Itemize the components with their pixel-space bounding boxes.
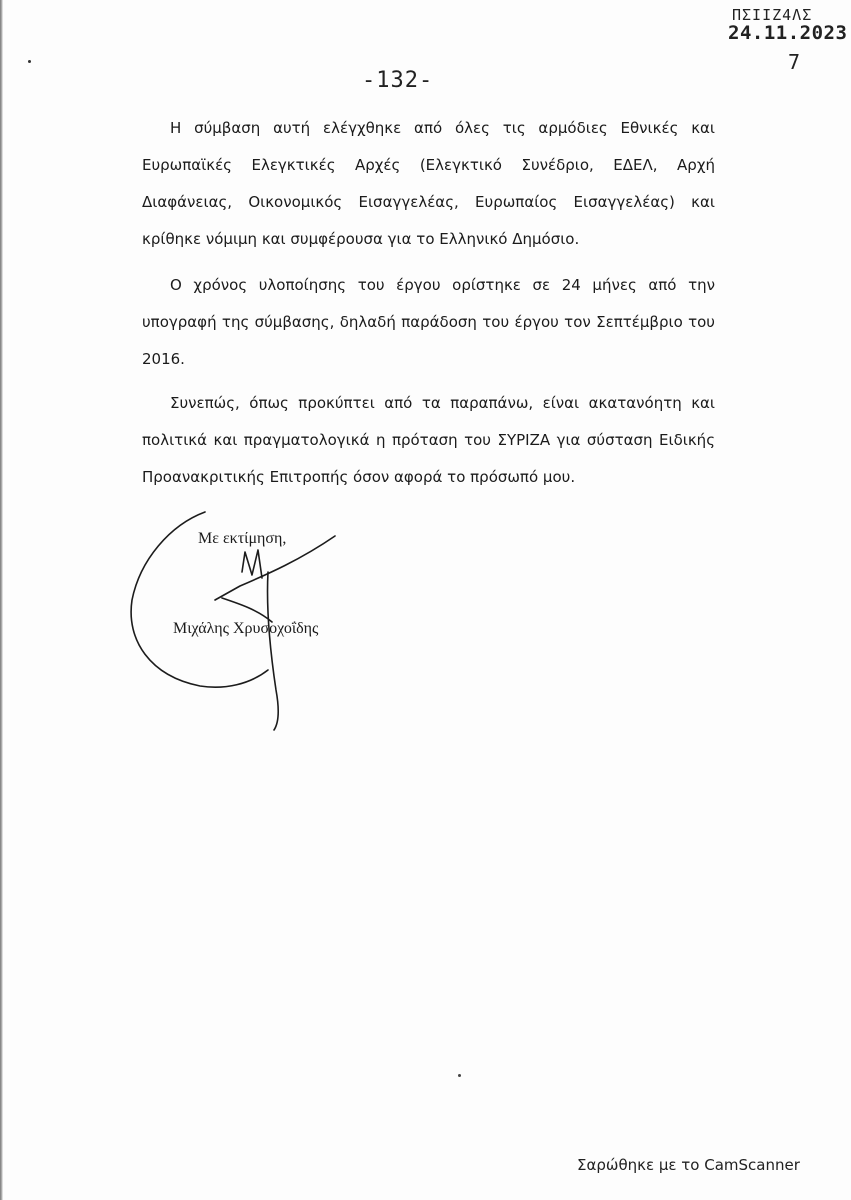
- signature-flourish: [242, 550, 262, 578]
- signature-hook: [222, 598, 272, 622]
- scan-speck: [458, 1074, 461, 1077]
- page-number: -132-: [362, 68, 434, 93]
- protocol-stamp-number: 7: [788, 50, 801, 74]
- scanner-watermark: Σαρώθηκε με το CamScanner: [577, 1156, 800, 1174]
- paragraph-2: Ο χρόνος υλοποίησης του έργου ορίστηκε σε 24 μήνες από την υπογραφή της σύμβασης, δηλαδή παράδοση του έργου τον Σεπτέμβριο του 2016.: [142, 276, 715, 368]
- paragraph-1: Η σύμβαση αυτή ελέγχθηκε από όλες τις αρμόδιες Εθνικές και Ευρωπαϊκές Ελεγκτικές Αρχές (Ελεγκτικό Συνέδριο, ΕΔΕΛ, Αρχή Διαφάνειας, Οικονομικός Εισαγγελέας, Ευρωπαίος Εισαγγελέας) και κρίθηκε νόμιμη και συμφέρουσα για το Ελληνικό Δημόσιο.: [142, 119, 715, 248]
- signer-name: Μιχάλης Χρυσοχοΐδης: [173, 620, 319, 637]
- protocol-stamp-code: ΠΣΙΙΖ4ΛΣ: [732, 6, 813, 24]
- scan-speck: [28, 60, 31, 63]
- paragraph-3: Συνεπώς, όπως προκύπτει από τα παραπάνω, είναι ακατανόητη και πολιτικά και πραγματολογικά η πρόταση του ΣΥΡΙΖΑ για σύσταση Ειδικής Προανακριτικής Επιτροπής όσον αφορά το πρόσωπό μου.: [142, 394, 715, 486]
- protocol-stamp-date: 24.11.2023: [728, 22, 848, 44]
- closing-salutation: Με εκτίμηση,: [198, 530, 287, 547]
- signature-stem: [267, 572, 278, 730]
- scan-edge-shadow: [0, 0, 3, 1200]
